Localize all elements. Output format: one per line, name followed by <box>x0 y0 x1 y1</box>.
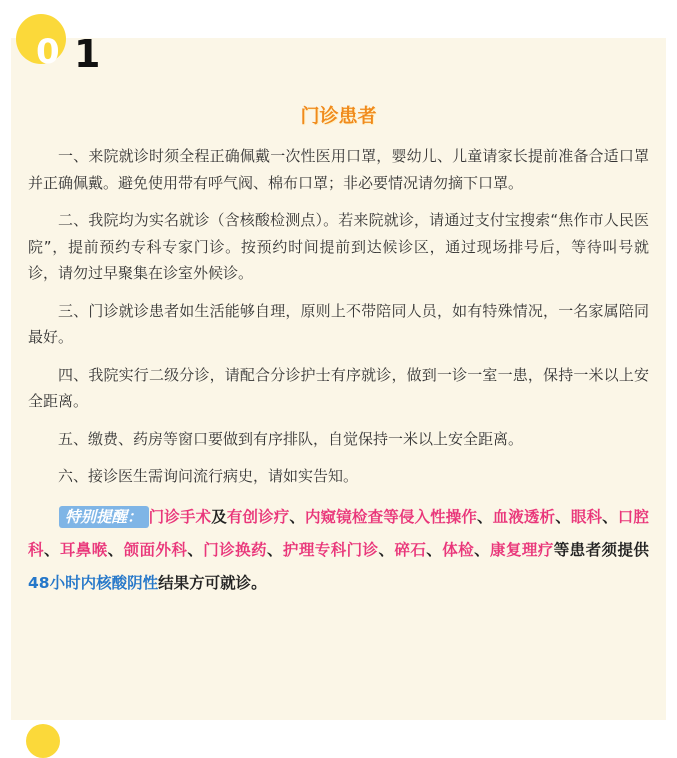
paragraph-6: 六、接诊医生需询问流行病史，请如实告知。 <box>58 467 359 485</box>
section-title: 门诊患者 <box>300 105 377 127</box>
special-reminder-label: 特别提醒： <box>59 506 149 528</box>
reminder-joiner: 、 <box>266 540 283 559</box>
reminder-joiner: 、 <box>107 540 124 559</box>
notice-content <box>28 143 649 611</box>
next-section-circle <box>26 724 60 758</box>
section-number-digit-0: 0 <box>36 32 60 72</box>
reminder-item: 耳鼻喉 <box>59 540 108 559</box>
paragraph-1: 一、来院就诊时须全程正确佩戴一次性医用口罩，婴幼儿、儿童请家长提前准备合适口罩并正确佩戴。避免使用带有呼气阀、棉布口罩；非必要情况请勿摘下口罩。 <box>28 147 649 192</box>
paragraph-5: 五、缴费、药房等窗口要做到有序排队，自觉保持一米以上安全距离。 <box>58 429 524 448</box>
reminder-item-nucleic-acid: 48小时内核酸阴性 <box>28 573 159 592</box>
reminder-joiner: 、 <box>43 540 60 559</box>
reminder-joiner: 、 <box>602 507 618 526</box>
reminder-item: 内窥镜检查等侵入性操作 <box>305 507 478 526</box>
reminder-joiner: 、 <box>555 507 571 526</box>
reminder-joiner: 、 <box>289 507 306 526</box>
special-reminder <box>28 501 649 600</box>
reminder-joiner: 、 <box>187 540 204 559</box>
reminder-joiner: 、 <box>378 540 395 559</box>
reminder-item: 康复理疗 <box>490 540 554 559</box>
reminder-item: 口腔科 <box>28 507 649 559</box>
reminder-joiner: 结果方可就诊。 <box>158 573 267 592</box>
reminder-item: 眼科 <box>570 507 603 526</box>
reminder-item: 有创诊疗 <box>226 507 290 526</box>
reminder-item: 门诊手术 <box>148 507 212 526</box>
reminder-joiner: 及 <box>211 507 227 526</box>
reminder-joiner: 、 <box>426 540 443 559</box>
reminder-item: 门诊换药 <box>203 540 267 559</box>
reminder-joiner: 等患者须提供 <box>553 540 649 559</box>
reminder-item: 碎石 <box>394 540 427 559</box>
section-number-digit-1: 1 <box>74 32 101 76</box>
reminder-item: 颌面外科 <box>123 540 188 559</box>
reminder-item: 血液透析 <box>492 507 556 526</box>
paragraph-4: 四、我院实行二级分诊，请配合分诊护士有序就诊，做到一诊一室一患，保持一米以上安全距离。 <box>28 365 649 410</box>
paragraph-3: 三、门诊就诊患者如生活能够自理，原则上不带陪同人员，如有特殊情况，一名家属陪同最好。 <box>28 301 649 346</box>
reminder-item: 护理专科门诊 <box>282 540 379 559</box>
paragraph-2: 二、我院均为实名就诊（含核酸检测点）。若来院就诊，请通过支付宝搜索“焦作市人民医院”，提前预约专科专家门诊。按预约时间提前到达候诊区，通过现场排号后，等待叫号就诊，请勿过早聚集在诊室外候诊。 <box>28 211 649 282</box>
reminder-joiner: 、 <box>474 540 491 559</box>
reminder-item: 体检 <box>442 540 475 559</box>
reminder-joiner: 、 <box>477 507 493 526</box>
